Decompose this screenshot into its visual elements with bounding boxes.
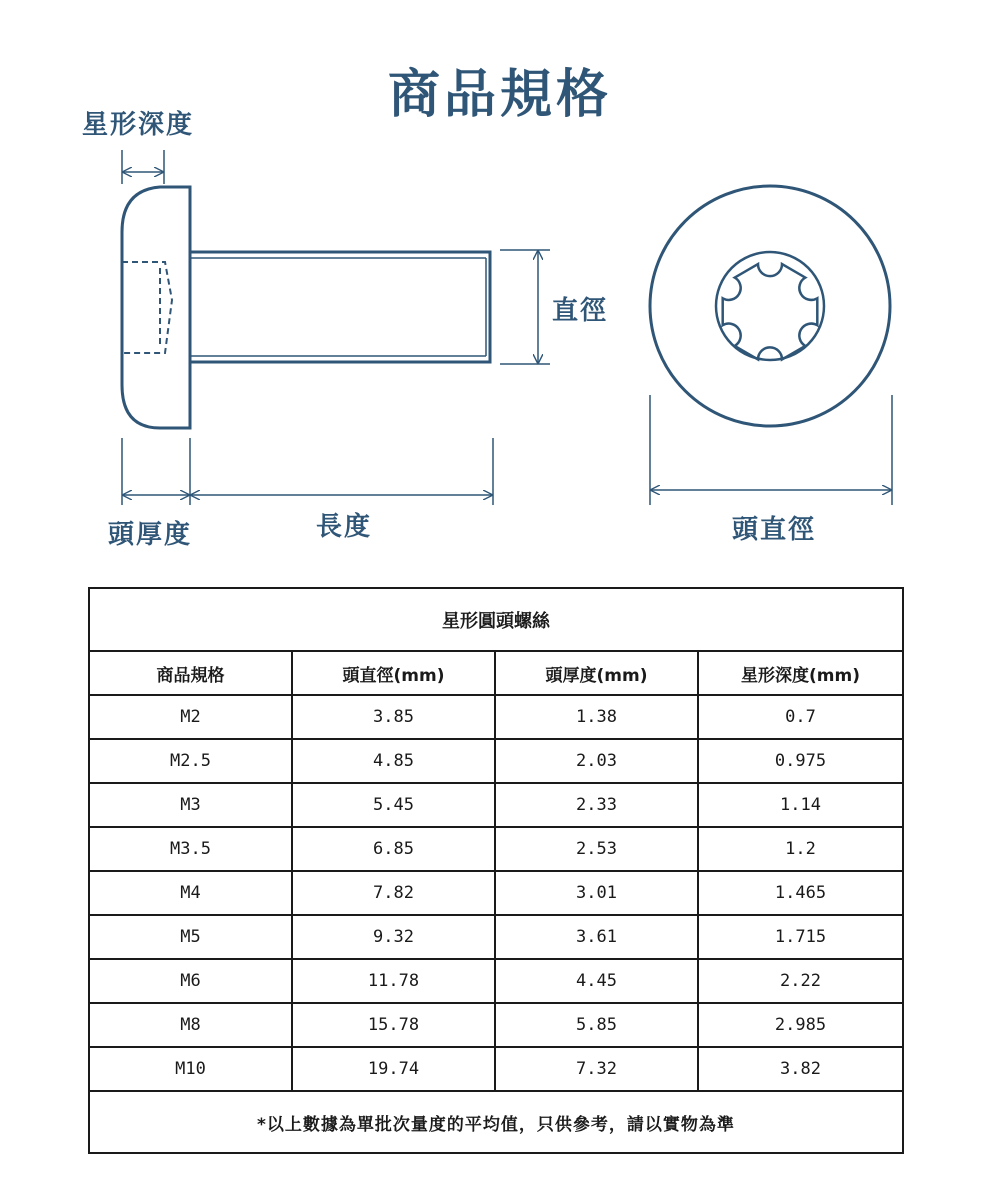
cell-head-thickness: 4.45 — [495, 959, 698, 1003]
cell-spec: M3 — [89, 783, 292, 827]
cell-head-thickness: 2.53 — [495, 827, 698, 871]
cell-spec: M2.5 — [89, 739, 292, 783]
page-title: 商品規格 — [387, 65, 612, 125]
cell-head-diameter: 6.85 — [292, 827, 495, 871]
cell-star-depth: 2.985 — [698, 1003, 903, 1047]
torx-star-icon — [723, 264, 818, 359]
screw-diagram — [0, 0, 1000, 580]
cell-star-depth: 2.22 — [698, 959, 903, 1003]
cell-head-diameter: 11.78 — [292, 959, 495, 1003]
star-recess-dashed — [122, 262, 172, 353]
table-header-row — [89, 651, 903, 695]
table-row — [89, 783, 903, 827]
cell-head-thickness: 5.85 — [495, 1003, 698, 1047]
table-row — [89, 739, 903, 783]
table-row — [89, 871, 903, 915]
header-head-diameter: 頭直徑(mm) — [292, 651, 495, 695]
cell-head-thickness: 7.32 — [495, 1047, 698, 1091]
cell-spec: M3.5 — [89, 827, 292, 871]
cell-star-depth: 3.82 — [698, 1047, 903, 1091]
screw-head-top-view — [650, 186, 890, 426]
cell-spec: M8 — [89, 1003, 292, 1047]
table-caption: 星形圓頭螺絲 — [89, 588, 903, 651]
cell-spec: M6 — [89, 959, 292, 1003]
cell-star-depth: 1.465 — [698, 871, 903, 915]
cell-star-depth: 0.7 — [698, 695, 903, 739]
table-footnote: *以上數據為單批次量度的平均值，只供參考，請以實物為準 — [89, 1091, 903, 1153]
label-length: 長度 — [316, 512, 373, 542]
cell-head-diameter: 15.78 — [292, 1003, 495, 1047]
cell-spec: M5 — [89, 915, 292, 959]
cell-head-thickness: 3.61 — [495, 915, 698, 959]
cell-head-thickness: 3.01 — [495, 871, 698, 915]
header-head-thickness: 頭厚度(mm) — [495, 651, 698, 695]
label-head-diameter: 頭直徑 — [732, 515, 817, 545]
cell-star-depth: 1.14 — [698, 783, 903, 827]
table-row — [89, 915, 903, 959]
cell-star-depth: 0.975 — [698, 739, 903, 783]
cell-head-thickness: 2.03 — [495, 739, 698, 783]
cell-star-depth: 1.715 — [698, 915, 903, 959]
spec-table — [88, 587, 904, 1154]
cell-head-thickness: 2.33 — [495, 783, 698, 827]
cell-head-diameter: 7.82 — [292, 871, 495, 915]
cell-spec: M4 — [89, 871, 292, 915]
cell-head-diameter: 19.74 — [292, 1047, 495, 1091]
header-star-depth: 星形深度(mm) — [698, 651, 903, 695]
screw-head-outline — [122, 187, 190, 428]
cell-head-diameter: 9.32 — [292, 915, 495, 959]
label-diameter: 直徑 — [552, 296, 609, 326]
screw-shaft — [190, 252, 490, 362]
header-spec: 商品規格 — [89, 651, 292, 695]
table-row — [89, 827, 903, 871]
cell-head-thickness: 1.38 — [495, 695, 698, 739]
table-row — [89, 695, 903, 739]
cell-head-diameter: 3.85 — [292, 695, 495, 739]
cell-spec: M10 — [89, 1047, 292, 1091]
cell-head-diameter: 5.45 — [292, 783, 495, 827]
cell-head-diameter: 4.85 — [292, 739, 495, 783]
label-star-depth: 星形深度 — [82, 110, 195, 140]
label-head-thickness: 頭厚度 — [108, 520, 193, 550]
table-row — [89, 959, 903, 1003]
table-row — [89, 1003, 903, 1047]
cell-spec: M2 — [89, 695, 292, 739]
table-row — [89, 1047, 903, 1091]
cell-star-depth: 1.2 — [698, 827, 903, 871]
